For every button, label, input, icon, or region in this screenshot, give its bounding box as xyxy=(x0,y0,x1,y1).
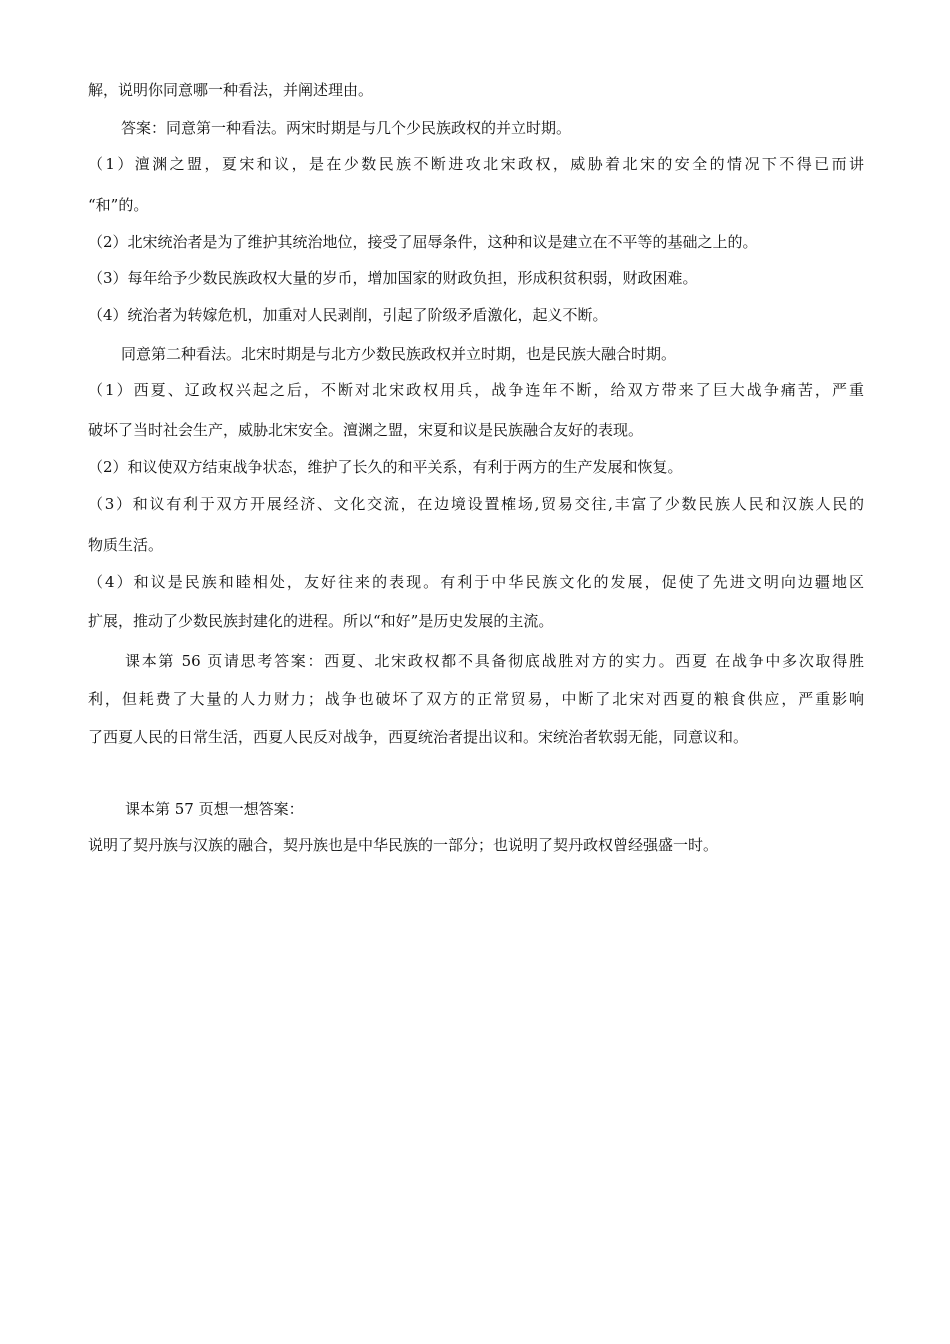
page56-answer-line-1: 课本第 56 页请思考答案：西夏、北宋政权都不具备彻底战胜对方的实力。西夏 在战争中多次取得胜 xyxy=(125,652,864,670)
second-point-3-cont: 物质生活。 xyxy=(88,536,164,554)
page56-answer-line-3: 了西夏人民的日常生活，西夏人民反对战争，西夏统治者提出议和。宋统治者软弱无能，同意议和。 xyxy=(88,728,749,746)
point-4-line: （4）统治者为转嫁危机，加重对人民剥削，引起了阶级矛盾激化，起义不断。 xyxy=(88,306,608,324)
second-point-2-line: （2）和议使双方结束战争状态，维护了长久的和平关系，有利于两方的生产发展和恢复。 xyxy=(88,458,683,476)
answer-line-1: 答案：同意第一种看法。两宋时期是与几个少民族政权的并立时期。 xyxy=(121,119,572,137)
point-3-line: （3）每年给予少数民族政权大量的岁币，增加国家的财政负担，形成积贫积弱，财政困难。 xyxy=(88,269,698,287)
page57-answer-heading: 课本第 57 页想一想答案： xyxy=(125,800,304,818)
second-point-1-cont: 破坏了当时社会生产，威胁北宋安全。澶渊之盟，宋夏和议是民族融合友好的表现。 xyxy=(88,421,644,439)
second-point-3-line: （3）和议有利于双方开展经济、文化交流，在边境设置榷场,贸易交往,丰富了少数民族人民和汉族人民的 xyxy=(88,495,864,513)
paragraph-line-1: 解，说明你同意哪一种看法，并阐述理由。 xyxy=(88,81,374,99)
page56-answer-line-2: 利，但耗费了大量的人力财力；战争也破坏了双方的正常贸易，中断了北宋对西夏的粮食供应，严重影响 xyxy=(88,690,864,708)
point-1-line: （1）澶渊之盟，夏宋和议，是在少数民族不断进攻北宋政权，威胁着北宋的安全的情况下不得已而讲 xyxy=(88,155,864,173)
point-1-cont: “和”的。 xyxy=(88,196,149,214)
second-point-4-line: （4）和议是民族和睦相处，友好往来的表现。有利于中华民族文化的发展，促使了先进文明向边疆地区 xyxy=(88,573,864,591)
page57-answer-line: 说明了契丹族与汉族的融合，契丹族也是中华民族的一部分；也说明了契丹政权曾经强盛一时。 xyxy=(88,836,719,854)
point-2-line: （2）北宋统治者是为了维护其统治地位，接受了屈辱条件，这种和议是建立在不平等的基础之上的。 xyxy=(88,233,758,251)
second-view-line: 同意第二种看法。北宋时期是与北方少数民族政权并立时期，也是民族大融合时期。 xyxy=(121,345,677,363)
second-point-1-line: （1）西夏、辽政权兴起之后，不断对北宋政权用兵，战争连年不断，给双方带来了巨大战争痛苦，严重 xyxy=(88,381,864,399)
second-point-4-cont: 扩展，推动了少数民族封建化的进程。所以“和好”是历史发展的主流。 xyxy=(88,612,554,630)
